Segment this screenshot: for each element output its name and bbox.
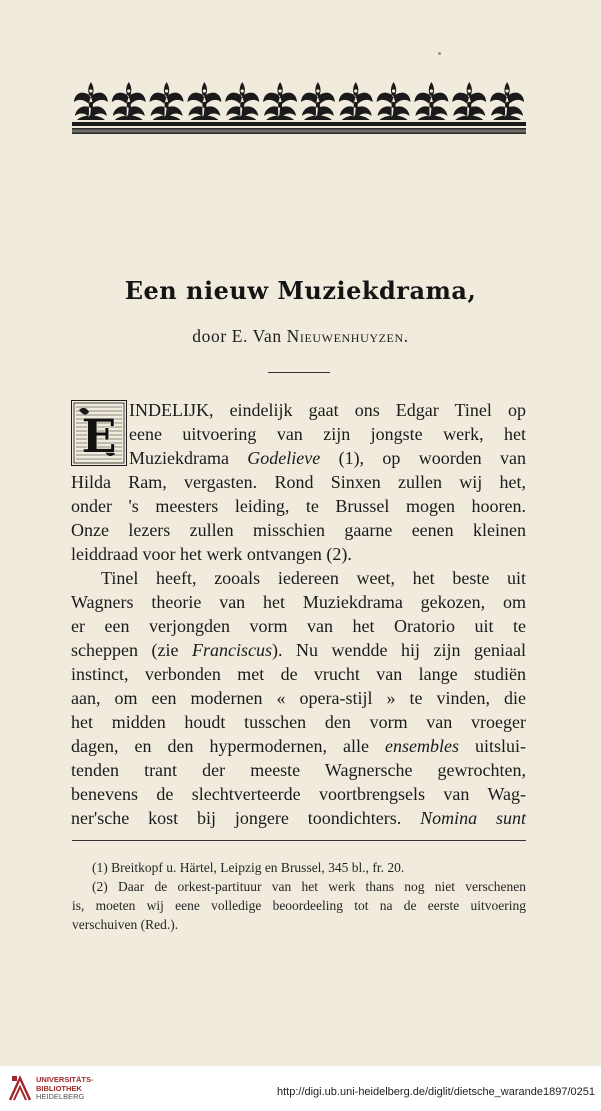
ornament-motif	[452, 82, 486, 120]
body-line: eene uitvoering van zijn jongste werk, het	[129, 424, 526, 444]
article-title: Een nieuw Muziekdrama,	[124, 276, 477, 305]
ornament-motif	[377, 82, 411, 120]
body-line: dagen, en den hypermodernen, alle ensembles uitslui-	[71, 736, 526, 756]
library-logo-text	[36, 1076, 94, 1102]
ornament-motif	[414, 82, 448, 120]
ornament-motif	[150, 82, 184, 120]
body-line: Onze lezers zullen misschien gaarne eenen kleinen	[71, 520, 526, 540]
byline-prefix: door E. Van	[192, 326, 287, 346]
footnote-line: (2) Daar de orkest-partituur van het werk thans nog niet verschenen	[92, 879, 526, 894]
ornament-motif	[301, 82, 335, 120]
body-line: leiddraad voor het werk ontvangen (2).	[71, 544, 352, 564]
body-line: onder 's meesters leiding, te Brussel mogen hooren.	[71, 496, 526, 516]
body-line: Muziekdrama Godelieve (1), op woorden van	[129, 448, 526, 468]
ornament-motif	[263, 82, 297, 120]
body-line: benevens de slechtverteerde voortbrengsels van Wag-	[71, 784, 526, 804]
body-line: Tinel heeft, zooals iedereen weet, het beste uit	[101, 568, 526, 588]
footnotes	[72, 858, 526, 934]
logo-line-1: UNIVERSITÄTS-	[36, 1075, 94, 1084]
floral-ornament-band	[72, 78, 526, 140]
footnote-line: (1) Breitkopf u. Härtel, Leipzig en Brussel, 345 bl., fr. 20.	[92, 860, 405, 875]
paper-speck	[438, 52, 441, 55]
ornament-motif	[339, 82, 373, 120]
footnote-divider	[72, 840, 526, 841]
body-line: het midden houdt tusschen den vorm van vroeger	[71, 712, 526, 732]
body-line: instinct, verbonden met de vrucht van lange studiën	[71, 664, 526, 684]
body-line: scheppen (zie Franciscus). Nu wendde hij zijn geniaal	[71, 640, 526, 660]
body-line: tenden trant der meeste Wagnersche gewrochten,	[71, 760, 526, 780]
byline-surname: Nieuwenhuyzen.	[286, 326, 409, 346]
dropcap-letter: E	[81, 409, 117, 463]
author-byline	[0, 326, 601, 347]
logo-line-2: BIBLIOTHEK	[36, 1083, 82, 1093]
body-line: er een verjongden vorm van het Oratorio uit te	[71, 616, 526, 636]
footnote-line: is, moeten wij eene volledige beoordeeling tot na de eerste uitvoering	[72, 898, 526, 913]
body-line: Wagners theorie van het Muziekdrama gekozen, om	[71, 592, 526, 612]
logo-line-3: HEIDELBERG	[36, 1092, 85, 1101]
ornament-motif	[112, 82, 146, 120]
article-body	[71, 398, 526, 830]
body-line: ner'sche kost bij jongere toondichters. Nomina sunt	[71, 808, 527, 828]
footnote-line: verschuiven (Red.).	[72, 917, 179, 932]
ornament-motif	[490, 82, 524, 120]
body-line: aan, om een modernen « opera-stijl » te vinden, die	[71, 688, 526, 708]
ornament-motif	[187, 82, 221, 120]
ornament-motif	[74, 82, 108, 120]
library-logo-icon	[8, 1074, 32, 1102]
body-line: Hilda Ram, vergasten. Rond Sinxen zullen wij het,	[71, 472, 526, 492]
body-line: INDELIJK, eindelijk gaat ons Edgar Tinel op	[129, 400, 526, 420]
title-divider	[268, 372, 330, 373]
source-url[interactable]: http://digi.ub.uni-heidelberg.de/diglit/dietsche_warande1897/0251	[276, 1086, 595, 1098]
ornament-motif	[225, 82, 259, 120]
